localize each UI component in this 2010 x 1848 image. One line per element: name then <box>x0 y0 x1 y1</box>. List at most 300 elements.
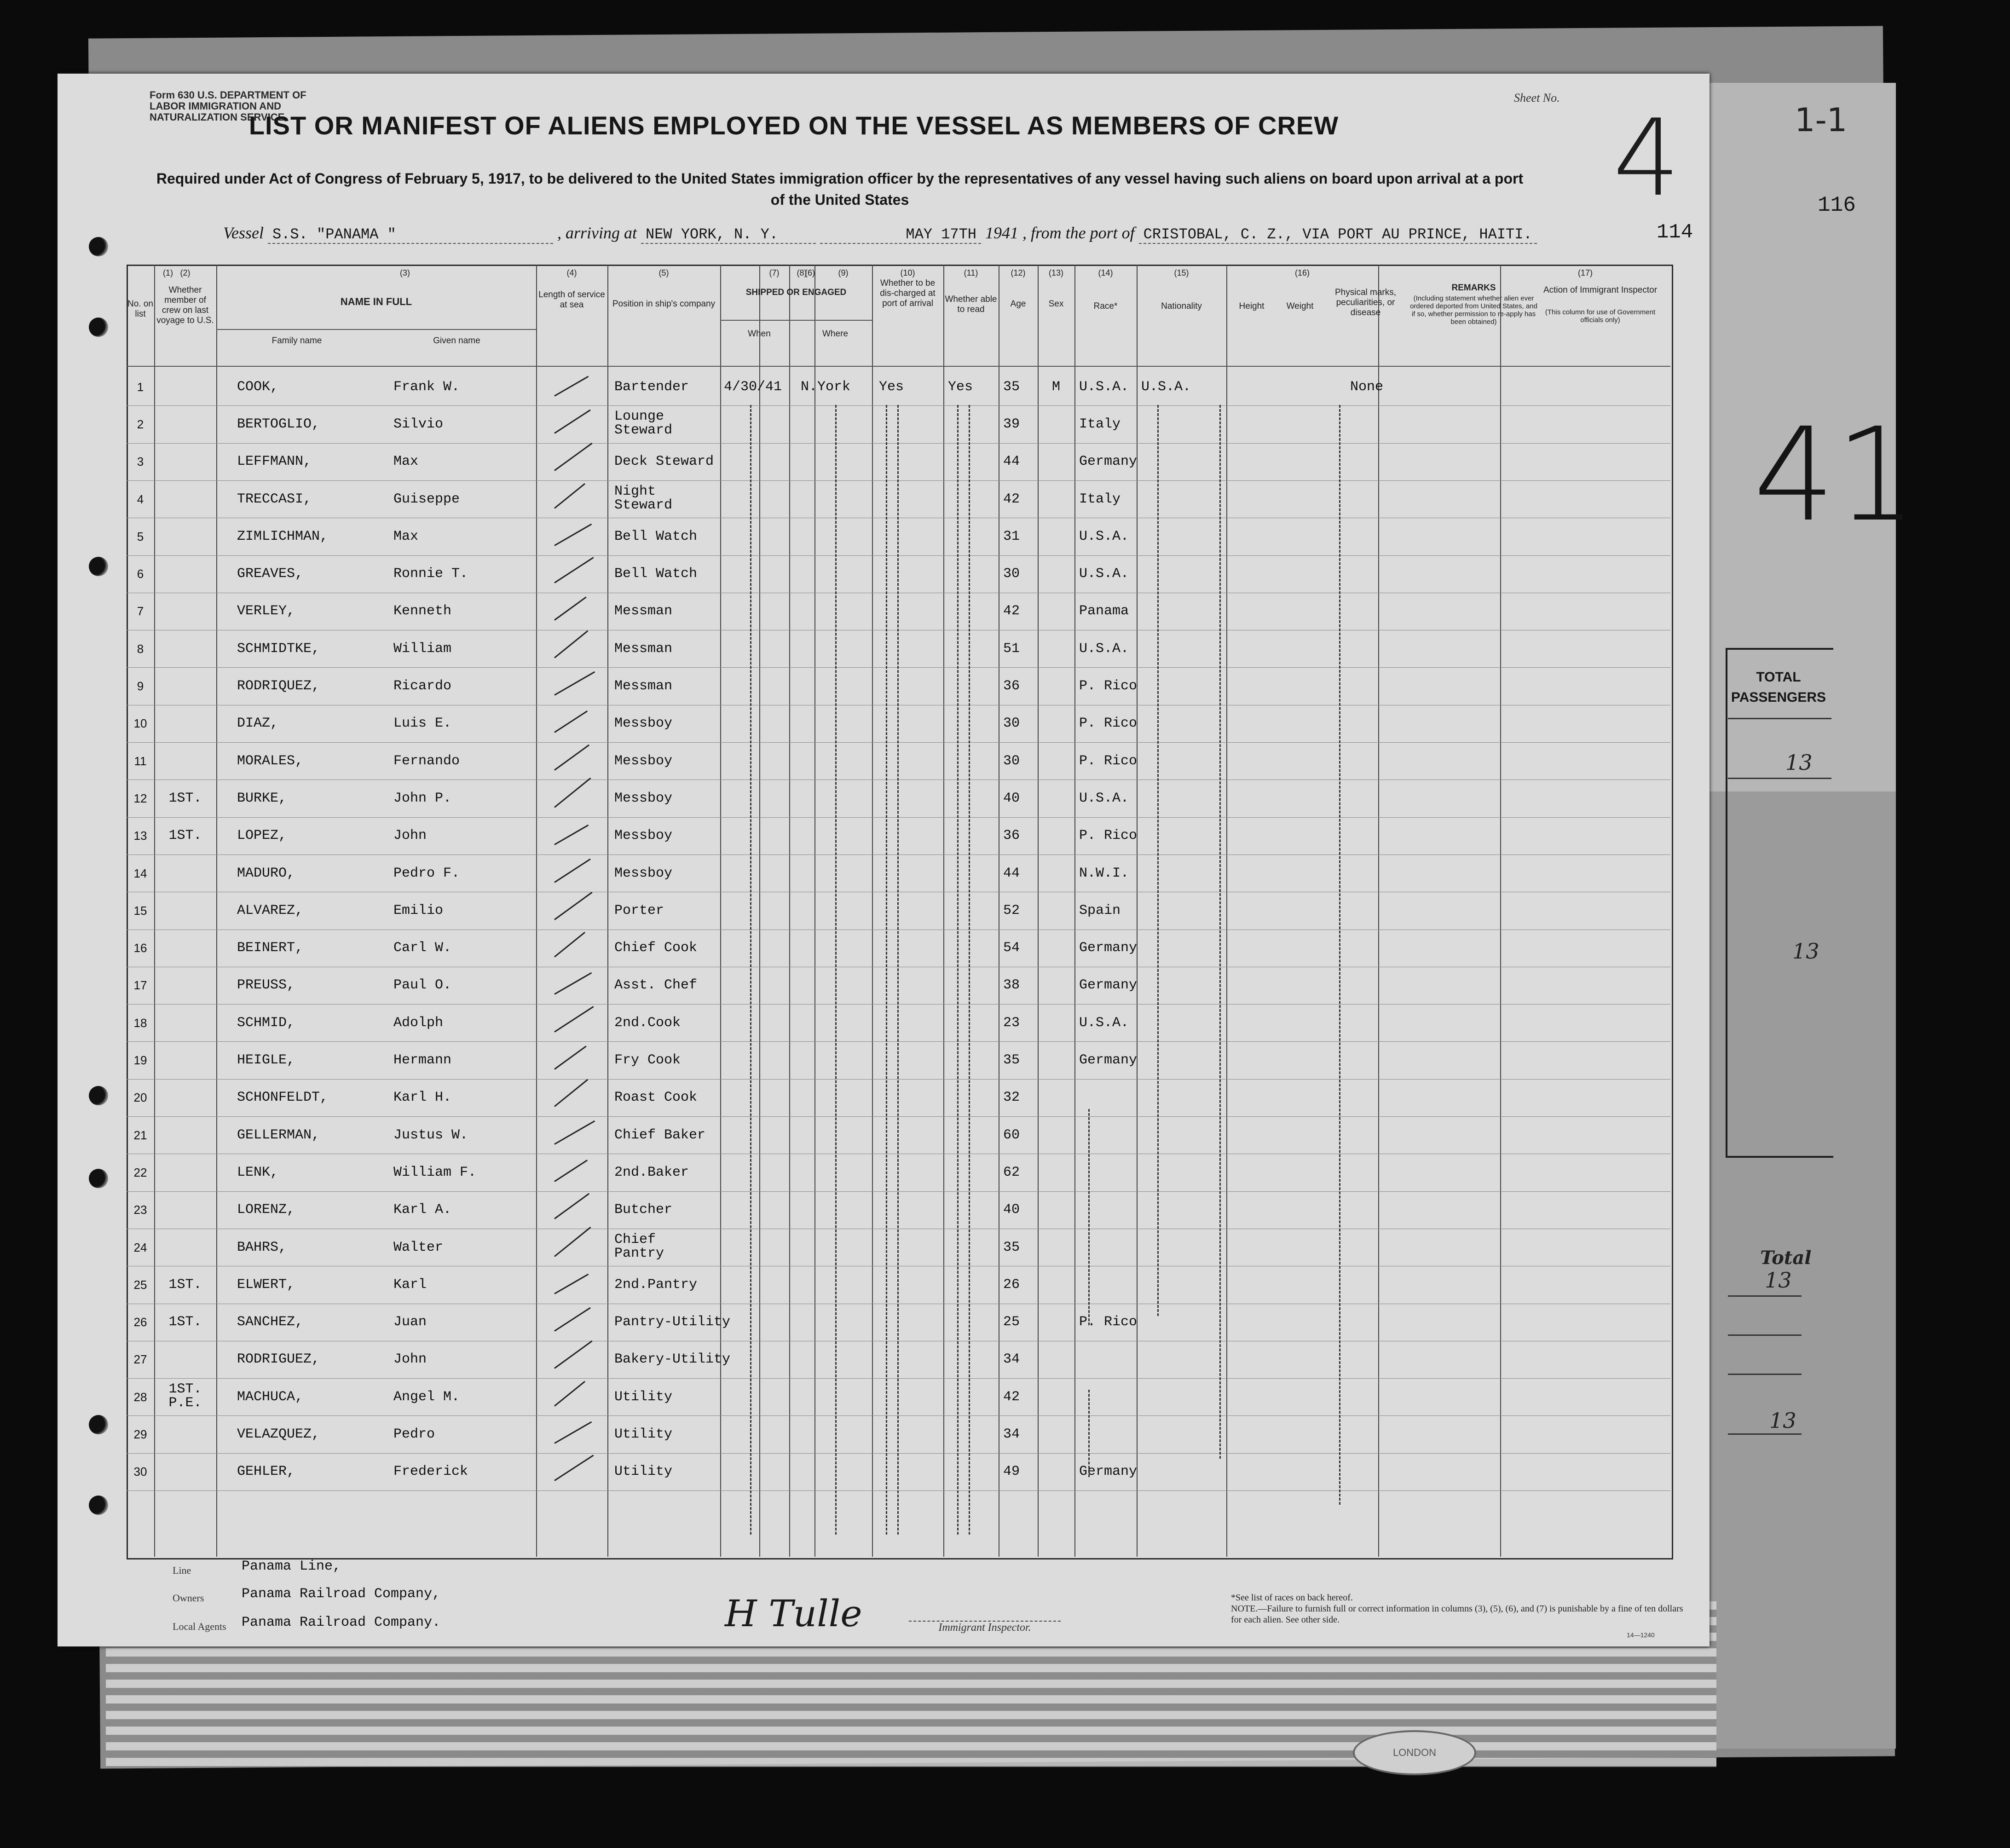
cell-no: 16 <box>133 941 147 955</box>
binder-hole <box>89 237 108 256</box>
cell-last: 1ST. <box>168 1277 202 1293</box>
arrival-date: MAY 17TH <box>820 226 981 244</box>
cell-age: 35 <box>1003 1052 1020 1068</box>
table-column-rule <box>789 265 790 1557</box>
header-remarks-note: (Including statement whether alien ever ordered deported from United States, and if so, whether permission to re-apply has been obtained) <box>1410 295 1537 326</box>
cell-no: 5 <box>137 530 144 543</box>
column-number: (8) <box>797 268 807 277</box>
footnote-races: *See list of races on back hereof. <box>1231 1593 1353 1603</box>
cell-given: Emilio <box>393 903 444 918</box>
cell-given: John <box>393 828 427 843</box>
cell-race: U.S.A. <box>1079 529 1129 544</box>
ditto-mark <box>897 405 899 1535</box>
cell-given: Frederick <box>393 1464 468 1479</box>
cell-last: 1ST. <box>168 828 202 843</box>
ditto-mark <box>1088 1109 1090 1325</box>
cell-no: 20 <box>133 1091 147 1104</box>
cell-family: GEHLER, <box>237 1464 295 1479</box>
column-number: (9) <box>838 268 849 277</box>
cell-last: 1ST. <box>168 791 202 806</box>
manifest-page <box>58 74 1710 1646</box>
cell-nationality: U.S.A. <box>1141 379 1191 395</box>
cell-given: Angel M. <box>393 1389 460 1405</box>
column-number: (7) <box>769 268 780 277</box>
cell-age: 38 <box>1003 977 1020 993</box>
cell-family: BEINERT, <box>237 940 304 956</box>
column-number: (12) <box>1011 268 1026 277</box>
ditto-mark <box>1157 405 1159 1316</box>
cell-family: MADURO, <box>237 866 295 881</box>
cell-race: P. Rico <box>1079 1314 1138 1330</box>
cell-race: Germany <box>1079 1464 1138 1479</box>
cell-family: LORENZ, <box>237 1202 295 1218</box>
cell-given: Guiseppe <box>393 491 460 507</box>
cell-position: Porter <box>614 903 664 918</box>
cell-age: 60 <box>1003 1127 1020 1143</box>
header-race: Race* <box>1093 301 1118 311</box>
page-title: LIST OR MANIFEST OF ALIENS EMPLOYED ON THE VESSEL AS MEMBERS OF CREW <box>248 111 1339 140</box>
cell-last: 1ST. <box>168 1314 202 1330</box>
table-column-rule <box>759 265 760 1557</box>
column-number: (1) <box>163 268 173 277</box>
cell-race: N.W.I. <box>1079 866 1129 881</box>
cell-given: Hermann <box>393 1052 452 1068</box>
cell-race: Germany <box>1079 940 1138 956</box>
arriving-label: , arriving at <box>557 224 637 242</box>
header-sex: Sex <box>1048 299 1064 309</box>
cell-race: Germany <box>1079 454 1138 469</box>
agents-label: Local Agents <box>173 1621 226 1632</box>
cell-given: Adolph <box>393 1015 444 1031</box>
cell-given: Luis E. <box>393 716 452 731</box>
column-number: (14) <box>1098 268 1113 277</box>
cell-family: DIAZ, <box>237 716 279 731</box>
cell-age: 52 <box>1003 903 1020 918</box>
cell-age: 25 <box>1003 1314 1020 1330</box>
cell-age: 31 <box>1003 529 1020 544</box>
cell-race: Italy <box>1079 416 1121 432</box>
cell-no: 30 <box>133 1465 147 1478</box>
cell-no: 14 <box>133 866 147 880</box>
cell-age: 54 <box>1003 940 1020 956</box>
cell-family: SANCHEZ, <box>237 1314 304 1330</box>
handwritten-13: 13 <box>1792 939 1819 964</box>
cell-age: 44 <box>1003 866 1020 881</box>
cell-given: Frank W. <box>393 379 460 395</box>
ditto-mark <box>750 405 751 1535</box>
cell-no: 2 <box>137 417 144 431</box>
header-where: Where <box>822 329 848 339</box>
cell-position: Messman <box>614 641 673 657</box>
cell-family: ALVAREZ, <box>237 903 304 918</box>
binder-hole <box>89 1169 108 1188</box>
cell-position: Messboy <box>614 753 673 769</box>
cell-race: P. Rico <box>1079 716 1138 731</box>
cell-family: SCHMIDTKE, <box>237 641 320 657</box>
cell-age: 32 <box>1003 1090 1020 1105</box>
cell-no: 15 <box>133 904 147 918</box>
cell-age: 34 <box>1003 1426 1020 1442</box>
arriving-port: NEW YORK, N. Y. <box>641 226 816 244</box>
cell-given: Karl A. <box>393 1202 452 1218</box>
table-column-rule <box>1500 265 1501 1557</box>
cell-race: Panama <box>1079 603 1129 619</box>
ditto-mark <box>1088 1390 1090 1477</box>
table-column-rule <box>1378 265 1379 1557</box>
cell-no: 6 <box>137 567 144 581</box>
cell-race: P. Rico <box>1079 678 1138 694</box>
form-number: Form 630 U.S. DEPARTMENT OF LABOR IMMIGRATION AND NATURALIZATION SERVICE <box>150 89 306 123</box>
cell-position: 2nd.Cook <box>614 1015 681 1031</box>
cell-position: Messboy <box>614 828 673 843</box>
page-number: 114 <box>1657 221 1693 244</box>
cell-family: BURKE, <box>237 791 287 806</box>
total-label: Total <box>1760 1247 1812 1269</box>
cell-no: 27 <box>133 1352 147 1366</box>
ditto-mark <box>835 405 837 1535</box>
header-physical-marks: Physical marks, peculiarities, or disease <box>1334 288 1397 318</box>
cell-no: 12 <box>133 791 147 805</box>
table-column-rule <box>216 265 217 1557</box>
table-column-rule <box>607 265 608 1557</box>
cell-age: 34 <box>1003 1351 1020 1367</box>
cell-family: GREAVES, <box>237 566 304 582</box>
header-action: Action of Immigrant Inspector <box>1543 285 1658 295</box>
cell-age: 36 <box>1003 828 1020 843</box>
cell-race: Italy <box>1079 491 1121 507</box>
from-label: , from the port of <box>1022 224 1135 242</box>
cell-position: Roast Cook <box>614 1090 698 1105</box>
cell-given: Pedro <box>393 1426 435 1442</box>
cell-family: VERLEY, <box>237 603 295 619</box>
header-length-of-service: Length of service at sea <box>538 290 605 310</box>
cell-no: 13 <box>133 829 147 843</box>
cell-no: 9 <box>137 679 144 693</box>
cell-age: 23 <box>1003 1015 1020 1031</box>
column-number: (2) <box>180 268 191 277</box>
arrival-year: 1941 <box>985 224 1018 242</box>
cell-no: 11 <box>134 754 147 768</box>
cell-given: Carl W. <box>393 940 452 956</box>
cell-no: 23 <box>133 1203 147 1217</box>
cell-sex: M <box>1051 379 1060 395</box>
page-number-116: 116 <box>1818 193 1856 217</box>
handwritten-13: 13 <box>1765 1268 1792 1293</box>
column-number: (4) <box>566 268 577 277</box>
vessel-name: S.S. "PANAMA " <box>268 226 553 244</box>
page-subtitle: Required under Act of Congress of February 5, 1917, to be delivered to the United States immigration officer by the representatives of any vessel having such aliens on board upon arrival at a port of the United States <box>156 170 1524 208</box>
inspector-label: Immigrant Inspector. <box>909 1621 1061 1634</box>
cell-position: Bartender <box>614 379 689 395</box>
total-box-rule <box>1728 778 1831 779</box>
cell-race: Germany <box>1079 977 1138 993</box>
cell-position: Bell Watch <box>614 566 698 582</box>
column-number: (13) <box>1048 268 1063 277</box>
ditto-mark <box>1219 405 1221 1459</box>
cell-family: HEIGLE, <box>237 1052 295 1068</box>
header-shipped-engaged: SHIPPED OR ENGAGED <box>745 288 847 297</box>
cell-given: Pedro F. <box>393 866 460 881</box>
cell-position: Messboy <box>614 716 673 731</box>
agents-value: Panama Railroad Company. <box>242 1615 441 1630</box>
table-column-rule <box>872 265 873 1557</box>
cell-no: 19 <box>133 1053 147 1067</box>
cell-race: U.S.A. <box>1079 791 1129 806</box>
table-column-rule <box>154 265 155 1557</box>
cell-age: 42 <box>1003 1389 1020 1405</box>
cell-age: 30 <box>1003 753 1020 769</box>
cell-age: 40 <box>1003 791 1020 806</box>
cell-no: 7 <box>137 604 144 618</box>
header-weight: Weight <box>1286 301 1314 311</box>
cell-given: Paul O. <box>393 977 452 993</box>
binder-hole <box>89 1086 108 1105</box>
cell-age: 36 <box>1003 678 1020 694</box>
total-passengers-header: TOTAL PASSENGERS <box>1731 670 1826 705</box>
cell-no: 25 <box>133 1278 147 1292</box>
cell-position: Messman <box>614 603 673 619</box>
cell-no: 4 <box>137 492 144 506</box>
subheader-rule <box>720 320 872 321</box>
cell-age: 51 <box>1003 641 1020 657</box>
cell-given: Ronnie T. <box>393 566 468 582</box>
cell-no: 29 <box>133 1427 147 1441</box>
total-rule <box>1728 1433 1802 1435</box>
cell-age: 44 <box>1003 454 1020 469</box>
cell-age: 30 <box>1003 566 1020 582</box>
ditto-mark <box>886 405 887 1535</box>
footnote <box>1231 1592 1691 1625</box>
cell-when: 4/30/41 <box>724 379 782 395</box>
cell-age: 40 <box>1003 1202 1020 1218</box>
cell-position: Lounge Steward <box>614 409 673 438</box>
header-last-voyage: Whether member of crew on last voyage to U.S. <box>156 285 214 325</box>
cell-position: Chief Cook <box>614 940 698 956</box>
cell-given: John P. <box>393 791 452 806</box>
header-name-in-full: NAME IN FULL <box>340 296 412 307</box>
cell-family: PREUSS, <box>237 977 295 993</box>
form-code: 14—1240 <box>1627 1631 1655 1639</box>
from-port: CRISTOBAL, C. Z., VIA PORT AU PRINCE, HAITI. <box>1139 226 1537 244</box>
header-action-note: (This column for use of Government officials only) <box>1545 308 1656 324</box>
total-box-divider <box>1728 718 1831 719</box>
line-value: Panama Line, <box>242 1559 341 1574</box>
cell-position: Utility <box>614 1464 673 1479</box>
cell-position: Bakery-Utility <box>614 1351 731 1367</box>
cell-position: Chief Pantry <box>614 1232 664 1261</box>
cell-given: William F. <box>393 1165 477 1180</box>
table-column-rule <box>536 265 537 1557</box>
column-number: (3) <box>400 268 410 277</box>
cell-given: Silvio <box>393 416 444 432</box>
cell-family: COOK, <box>237 379 279 395</box>
cell-position: Pantry-Utility <box>614 1314 731 1330</box>
ditto-mark <box>957 405 959 1535</box>
cell-no: 8 <box>137 642 144 656</box>
column-number: (16) <box>1294 268 1310 277</box>
owners-label: Owners <box>173 1592 204 1604</box>
binder-hole <box>89 1496 108 1515</box>
cell-race: Spain <box>1079 903 1121 918</box>
column-number: (10) <box>900 268 915 277</box>
cell-position: Deck Steward <box>614 454 714 469</box>
cell-given: Fernando <box>393 753 460 769</box>
cell-age: 39 <box>1003 416 1020 432</box>
cell-family: RODRIGUEZ, <box>237 1351 320 1367</box>
total-passengers-box <box>1726 648 1833 1158</box>
cell-race: U.S.A. <box>1079 1015 1129 1031</box>
cell-age: 62 <box>1003 1165 1020 1180</box>
column-number: (11) <box>964 268 978 277</box>
column-number: (5) <box>658 268 669 277</box>
owners-value: Panama Railroad Company, <box>242 1586 441 1602</box>
handwritten-13: 13 <box>1769 1408 1796 1433</box>
cell-family: ZIMLICHMAN, <box>237 529 329 544</box>
cell-position: Night Steward <box>614 484 673 513</box>
cell-given: Karl <box>393 1277 427 1293</box>
cell-family: LENK, <box>237 1165 279 1180</box>
cell-discharged: Yes <box>879 379 904 395</box>
cell-position: Messboy <box>614 866 673 881</box>
cell-position: Messboy <box>614 791 673 806</box>
cell-position: Butcher <box>614 1202 673 1218</box>
line-label: Line <box>173 1565 191 1576</box>
cell-no: 21 <box>133 1128 147 1142</box>
cell-family: SCHMID, <box>237 1015 295 1031</box>
header-family-name: Family name <box>271 336 322 346</box>
cell-position: Chief Baker <box>614 1127 706 1143</box>
column-number: (15) <box>1174 268 1189 277</box>
cell-race: U.S.A. <box>1079 379 1129 395</box>
header-age: Age <box>1010 299 1026 309</box>
cell-given: John <box>393 1351 427 1367</box>
cell-family: VELAZQUEZ, <box>237 1426 320 1442</box>
cell-family: MACHUCA, <box>237 1389 304 1405</box>
binder-hole <box>89 318 108 337</box>
cell-race: P. Rico <box>1079 753 1138 769</box>
cell-no: 10 <box>133 716 147 730</box>
inspector-signature: H Tulle <box>725 1592 862 1635</box>
cell-given: Kenneth <box>393 603 452 619</box>
header-when: When <box>748 329 771 339</box>
header-discharged: Whether to be dis-charged at port of arrival <box>880 278 936 308</box>
table-column-rule <box>1226 265 1227 1557</box>
column-number: (6) <box>805 268 815 277</box>
cell-family: LEFFMANN, <box>237 454 312 469</box>
cell-given: Juan <box>393 1314 427 1330</box>
cell-age: 26 <box>1003 1277 1020 1293</box>
cell-family: MORALES, <box>237 753 304 769</box>
subheader-rule <box>216 329 536 330</box>
cell-age: 42 <box>1003 491 1020 507</box>
header-able-to-read: Whether able to read <box>945 295 997 314</box>
cell-position: Bell Watch <box>614 529 698 544</box>
cell-given: Justus W. <box>393 1127 468 1143</box>
sheet-number-handwritten: 4 <box>1613 97 1681 220</box>
table-column-rule <box>1074 265 1075 1557</box>
cell-position: Utility <box>614 1389 673 1405</box>
cell-age: 35 <box>1003 1240 1020 1255</box>
cell-last: 1ST. P.E. <box>168 1381 202 1411</box>
cell-no: 24 <box>133 1241 147 1254</box>
table-column-rule <box>814 265 815 1557</box>
cell-no: 28 <box>133 1390 147 1404</box>
cell-no: 1 <box>137 380 144 394</box>
header-given-name: Given name <box>433 336 480 346</box>
cell-family: TRECCASI, <box>237 491 312 507</box>
handwritten-number-41: 41 <box>1753 400 1918 550</box>
cell-family: ELWERT, <box>237 1277 295 1293</box>
cell-family: BERTOGLIO, <box>237 416 320 432</box>
header-nationality: Nationality <box>1161 301 1202 311</box>
cell-position: 2nd.Baker <box>614 1165 689 1180</box>
cell-position: Fry Cook <box>614 1052 681 1068</box>
cell-age: 49 <box>1003 1464 1020 1479</box>
vessel-label: Vessel <box>223 224 264 242</box>
footnote-penalty: NOTE.—Failure to furnish full or correct information in columns (3), (5), (6), and (7) is punishable by a fine of ten dollars for each alien. See other side. <box>1231 1604 1683 1625</box>
ditto-mark <box>969 405 970 1535</box>
cell-given: Karl H. <box>393 1090 452 1105</box>
cell-position: Asst. Chef <box>614 977 698 993</box>
cell-race: P. Rico <box>1079 828 1138 843</box>
cell-family: RODRIQUEZ, <box>237 678 320 694</box>
cell-race: U.S.A. <box>1079 641 1129 657</box>
top-handwritten-marks: 1-1 <box>1795 101 1848 139</box>
paper-stamp: LONDON <box>1353 1730 1476 1775</box>
total-rule <box>1728 1295 1802 1297</box>
cell-family: SCHONFELDT, <box>237 1090 329 1105</box>
total-rule <box>1728 1334 1802 1336</box>
handwritten-13: 13 <box>1785 750 1813 775</box>
cell-given: William <box>393 641 452 657</box>
header-remarks: REMARKS <box>1451 283 1496 293</box>
cell-read: Yes <box>948 379 973 395</box>
sheet-no-label: Sheet No. <box>1514 91 1560 104</box>
cell-position: Messman <box>614 678 673 694</box>
cell-given: Ricardo <box>393 678 452 694</box>
column-number: (17) <box>1577 268 1593 277</box>
cell-no: 22 <box>133 1166 147 1179</box>
cell-position: 2nd.Pantry <box>614 1277 698 1293</box>
header-position: Position in ship's company <box>612 299 716 309</box>
cell-no: 26 <box>133 1315 147 1329</box>
cell-age: 35 <box>1003 379 1020 395</box>
cell-no: 18 <box>133 1016 147 1030</box>
binder-hole <box>89 557 108 576</box>
header-height: Height <box>1239 301 1265 311</box>
cell-race: U.S.A. <box>1079 566 1129 582</box>
table-column-rule <box>943 265 944 1557</box>
ditto-mark <box>1339 405 1340 1505</box>
header-rule <box>127 366 1670 367</box>
cell-given: Walter <box>393 1240 444 1255</box>
cell-race: Germany <box>1079 1052 1138 1068</box>
cell-family: GELLERMAN, <box>237 1127 320 1143</box>
cell-age: 42 <box>1003 603 1020 619</box>
cell-marks: None <box>1350 379 1383 395</box>
cell-no: 3 <box>137 455 144 468</box>
total-rule <box>1728 1374 1802 1375</box>
cell-given: Max <box>393 454 419 469</box>
header-no-on-list: No. on list <box>127 299 153 319</box>
cell-family: LOPEZ, <box>237 828 287 843</box>
cell-age: 30 <box>1003 716 1020 731</box>
cell-given: Max <box>393 529 419 544</box>
cell-position: Utility <box>614 1426 673 1442</box>
table-column-rule <box>1038 265 1039 1557</box>
binder-hole <box>89 1415 108 1434</box>
cell-no: 17 <box>133 978 147 992</box>
